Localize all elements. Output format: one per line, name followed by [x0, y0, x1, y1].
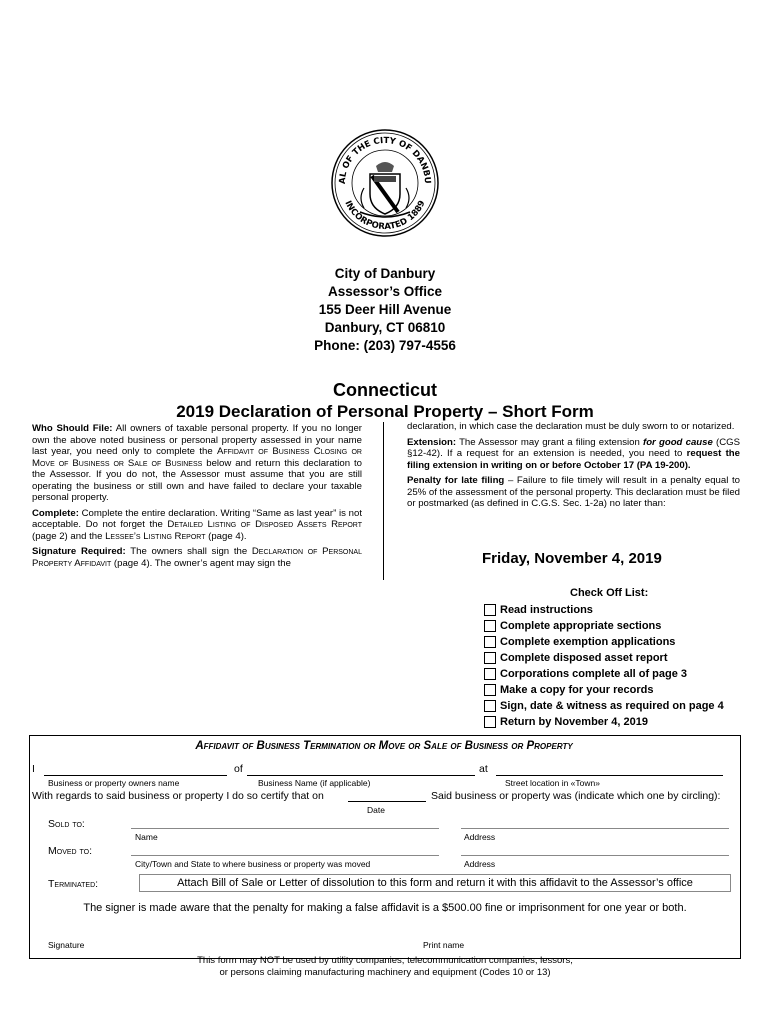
signature-text-a: The owners shall sign the	[125, 546, 252, 557]
business-name-field[interactable]	[247, 775, 475, 776]
signature-required-label: Signature Required:	[32, 546, 126, 557]
filing-deadline: Friday, November 4, 2019	[482, 550, 662, 567]
checklist-item-label: Complete appropriate sections	[500, 620, 662, 632]
affidavit-i-label: I	[32, 763, 35, 775]
sold-name-field[interactable]	[131, 828, 439, 829]
footer-note	[0, 955, 770, 979]
street-location-caption: Street location in «Town»	[505, 778, 600, 788]
termination-instruction: Attach Bill of Sale or Letter of dissolution to this form and return it with this affidavit to the Assessor’s office	[139, 874, 731, 892]
checklist-item-label: Make a copy for your records	[500, 684, 654, 696]
affidavit-of-label: of	[234, 763, 243, 775]
sold-to-option[interactable]: Sold to:	[48, 818, 85, 830]
penalty-text: – Failure to file timely will result in a penalty equal to 25% of the assessment of the personal property. This declaration must be filed or postmarked (as defined in C.G.S. Sec. 1-2a) no later than:	[407, 475, 740, 509]
checkbox[interactable]	[484, 668, 496, 680]
sold-name-caption: Name	[135, 832, 158, 842]
street-location-field[interactable]	[496, 775, 723, 776]
assessor-address	[0, 265, 770, 355]
city-seal	[330, 128, 440, 238]
good-cause-emphasis: for good cause	[643, 436, 713, 448]
moved-to-option[interactable]: Moved to:	[48, 845, 93, 857]
footer-line-1: This form may NOT be used by utility companies, telecommunication companies, lessors,	[197, 955, 573, 966]
complete-label: Complete:	[32, 507, 79, 519]
extension-label: Extension:	[407, 436, 457, 448]
signature-paragraph	[32, 546, 362, 569]
complete-text-b: (page 2) and the	[32, 530, 106, 542]
address-phone: Phone: (203) 797-4556	[314, 338, 456, 353]
circle-instruction: Said business or property was (indicate which one by circling):	[431, 790, 721, 802]
address-city: City of Danbury	[334, 266, 436, 281]
form-state-title: Connecticut	[332, 380, 437, 400]
checklist-item[interactable]	[484, 666, 724, 682]
checklist-item[interactable]	[484, 682, 724, 698]
complete-paragraph	[32, 508, 362, 543]
date-caption: Date	[367, 805, 385, 815]
false-affidavit-penalty: The signer is made aware that the penalty for making a false affidavit is a $500.00 fine or imprisonment for one year or both.	[83, 902, 687, 914]
penalty-paragraph	[407, 475, 740, 510]
checkbox[interactable]	[484, 684, 496, 696]
checklist-item[interactable]	[484, 618, 724, 634]
affidavit-reference: Affidavit of Business Closing or Move of Business or Sale of Business	[32, 446, 362, 469]
moved-city-caption: City/Town and State to where business or property was moved	[135, 859, 371, 869]
who-should-file-paragraph	[32, 423, 362, 504]
checkbox[interactable]	[484, 716, 496, 728]
owner-name-caption: Business or property owners name	[48, 778, 180, 788]
address-city-state-zip: Danbury, CT 06810	[324, 320, 446, 335]
checklist-item[interactable]	[484, 602, 724, 618]
affidavit-box	[29, 735, 741, 959]
complete-text-a: Complete the entire declaration. Writing “Same as last year” is not acceptable. Do not forget the	[32, 507, 362, 530]
checkbox[interactable]	[484, 620, 496, 632]
address-street: 155 Deer Hill Avenue	[318, 302, 452, 317]
seal-bottom-text: INCORPORATED 1889	[342, 199, 428, 233]
checklist-item[interactable]	[484, 650, 724, 666]
extension-text-a: The Assessor may grant a filing extension	[456, 436, 643, 448]
seal-top-text: AL OF THE CITY OF DANBU	[337, 135, 433, 185]
checklist	[484, 602, 724, 730]
address-office: Assessor’s Office	[327, 284, 443, 299]
checkbox[interactable]	[484, 700, 496, 712]
affidavit-title: Affidavit of Business Termination or Move or Sale of Business or Property	[195, 740, 573, 752]
complete-text-c: (page 4).	[205, 530, 247, 542]
date-field[interactable]	[348, 801, 426, 802]
penalty-label: Penalty for late filing	[407, 475, 505, 486]
who-text-b: below and return this declaration to the Assessor. If you do not, the Assessor must assume that you are still operating the business or still own and have failed to declare your taxable personal property.	[32, 457, 362, 503]
sold-address-field[interactable]	[461, 828, 729, 829]
checkbox[interactable]	[484, 652, 496, 664]
checklist-item[interactable]	[484, 634, 724, 650]
extension-text-b: (CGS §12-42). If a request for an extension is needed, you need to	[407, 436, 741, 459]
owner-name-field[interactable]	[44, 775, 227, 776]
checklist-item-label: Corporations complete all of page 3	[500, 668, 688, 680]
form-title: 2019 Declaration of Personal Property – Short Form	[176, 402, 594, 421]
declaration-affidavit-reference: Declaration of Personal Property Affidavit	[32, 546, 362, 569]
checklist-heading: Check Off List:	[570, 587, 649, 599]
checklist-item[interactable]	[484, 698, 724, 714]
continuation-paragraph: declaration, in which case the declaration must be duly sworn to or notarized.	[407, 421, 735, 432]
print-name-caption: Print name	[423, 940, 465, 950]
checklist-item-label: Complete exemption applications	[500, 636, 676, 648]
extension-paragraph	[407, 437, 740, 472]
who-text-a: All owners of taxable personal property. If you no longer own the above noted business or personal property assessed in your name last year, you need only to complete the	[32, 423, 362, 457]
terminated-option[interactable]: Terminated:	[48, 878, 99, 890]
moved-address-caption: Address	[464, 859, 496, 869]
extension-deadline-text: request the filing extension in writing on or before October 17 (PA 19-200).	[407, 448, 740, 471]
who-should-file-label: Who Should File:	[32, 423, 113, 434]
checkbox[interactable]	[484, 636, 496, 648]
affidavit-at-label: at	[479, 763, 488, 775]
column-divider	[383, 422, 384, 580]
signature-caption: Signature	[48, 940, 85, 950]
moved-address-field[interactable]	[461, 855, 729, 856]
footer-line-2: or persons claiming manufacturing machinery and equipment (Codes 10 or 13)	[219, 967, 551, 978]
checklist-item-label: Complete disposed asset report	[500, 652, 668, 664]
sold-address-caption: Address	[464, 832, 496, 842]
instructions-left-column	[32, 423, 362, 573]
checklist-item-label: Sign, date & witness as required on page 4	[500, 700, 724, 712]
moved-city-field[interactable]	[131, 855, 439, 856]
checklist-item[interactable]	[484, 714, 724, 730]
checkbox[interactable]	[484, 604, 496, 616]
disposed-assets-reference: Detailed Listing of Disposed Assets Report	[167, 519, 362, 530]
checklist-item-label: Return by November 4, 2019	[500, 716, 648, 728]
certify-statement: With regards to said business or property I do so certify that on	[32, 790, 324, 802]
instructions-right-column	[407, 421, 740, 514]
signature-text-b: (page 4). The owner’s agent may sign the	[111, 557, 291, 569]
lessee-listing-reference: Lessee’s Listing Report	[105, 530, 206, 542]
business-name-caption: Business Name (if applicable)	[258, 778, 371, 788]
checklist-item-label: Read instructions	[500, 604, 593, 616]
